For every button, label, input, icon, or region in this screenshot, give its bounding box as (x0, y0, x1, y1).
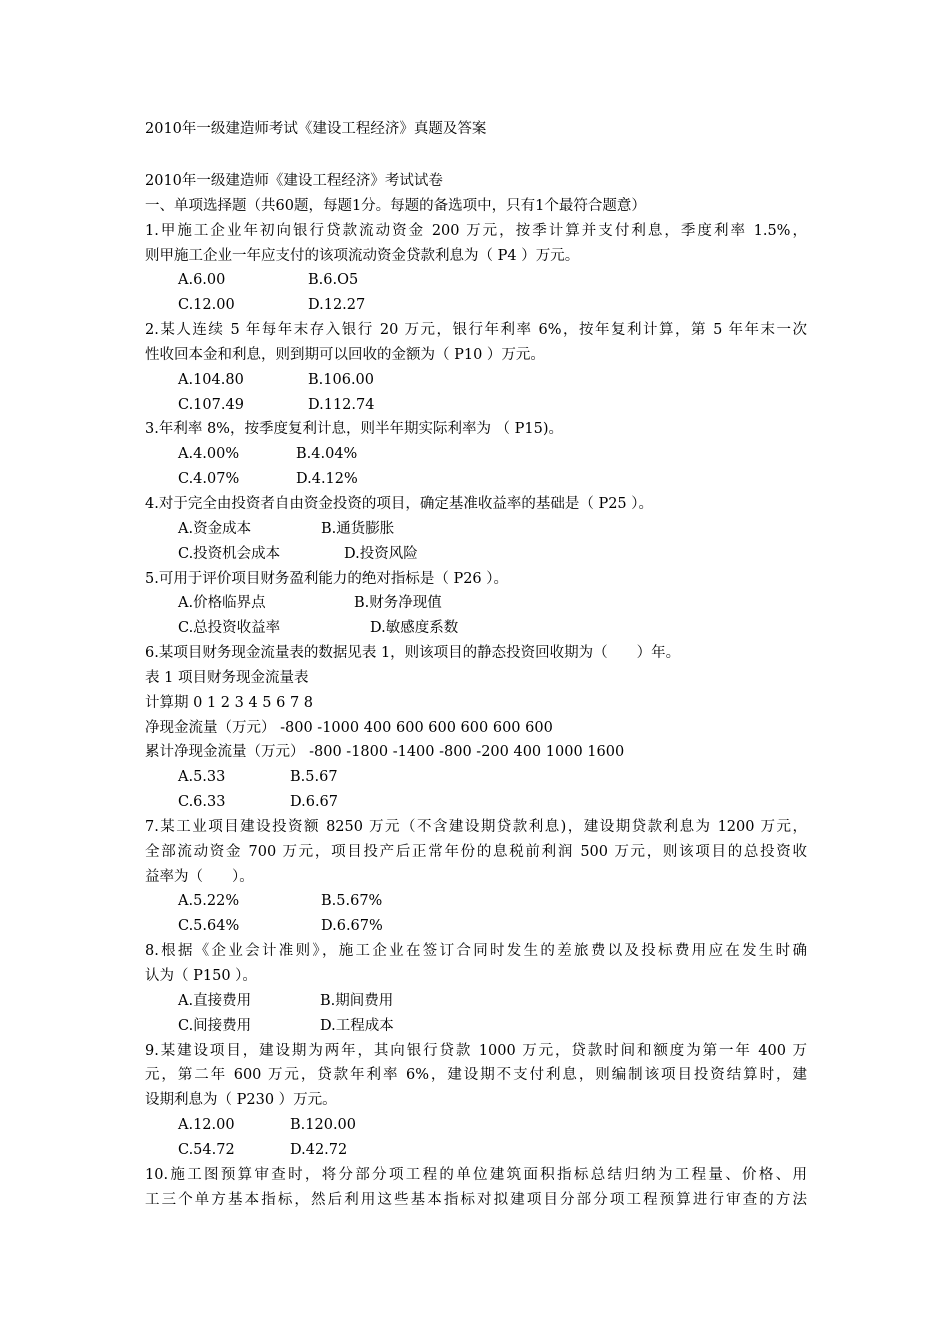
option-b: B.期间费用 (320, 992, 394, 1009)
option-a: A.5.22% (178, 893, 240, 910)
question-9 (145, 1039, 807, 1163)
question-8 (145, 939, 807, 1038)
option-b: B.5.67% (321, 893, 383, 910)
options-row (145, 989, 807, 1014)
option-a: A.5.33 (178, 769, 226, 786)
option-c: C.12.00 (178, 297, 235, 314)
question-text-line: 全部流动资金 700 万元，项目投产后正常年份的息税前利润 500 万元，则该项目的总投资收 (145, 843, 807, 860)
question-text-line: 认为（ P150 ）。 (145, 968, 257, 984)
option-c: C.间接费用 (178, 1017, 252, 1034)
options-row (145, 616, 807, 641)
question-6 (145, 641, 807, 815)
option-c: C.4.07% (178, 471, 240, 488)
question-text-line: 5.可用于评价项目财务盈利能力的绝对指标是（ P26 ）。 (145, 570, 509, 587)
question-text-line: 6.某项目财务现金流量表的数据见表 1，则该项目的静态投资回收期为（ ）年。 (145, 645, 681, 662)
question-7 (145, 815, 807, 939)
option-b: B.通货膨胀 (321, 520, 395, 537)
section-heading: 一、单项选择题（共60题，每题1分。每题的备选项中，只有1个最符合题意） (145, 197, 646, 214)
options-row (145, 765, 807, 790)
option-b: B.120.00 (290, 1117, 357, 1134)
option-c: C.54.72 (178, 1141, 235, 1158)
options-row (145, 368, 807, 393)
question-text-line: 4.对于完全由投资者自由资金投资的项目，确定基准收益率的基础是（ P25 ）。 (145, 495, 654, 512)
option-a: A.6.00 (178, 272, 226, 289)
question-text-line: 3.年利率 8%，按季度复利计息，则半年期实际利率为 （ P15)。 (145, 421, 564, 438)
options-row (145, 393, 807, 418)
option-b: B.106.00 (308, 371, 375, 388)
question-text-line: 设期利息为（ P230 ）万元。 (145, 1092, 337, 1109)
options-row (145, 1138, 807, 1163)
document-title: 2010年一级建造师考试《建设工程经济》真题及答案 (145, 121, 487, 137)
question-text-line: 10.施工图预算审查时，将分部分项工程的单位建筑面积指标总结归纳为工程量、价格、用 (145, 1166, 807, 1183)
table-row-period: 计算期 0 1 2 3 4 5 6 7 8 (145, 694, 314, 711)
options-row (145, 517, 807, 542)
option-a: A.104.80 (178, 371, 244, 388)
options-row (145, 542, 807, 567)
option-a: A.12.00 (178, 1117, 235, 1134)
option-a: A.直接费用 (178, 992, 252, 1009)
question-text-line: 则甲施工企业一年应支付的该项流动资金贷款利息为（ P4 ）万元。 (145, 247, 580, 264)
option-c: C.总投资收益率 (178, 620, 281, 637)
exam-body (145, 169, 807, 1212)
options-row (145, 1014, 807, 1039)
option-a: A.价格临界点 (178, 595, 266, 612)
question-text-line: 工三个单方基本指标，然后利用这些基本指标对拟建项目分部分项工程预算进行审查的方法 (145, 1191, 807, 1208)
option-d: D.4.12% (296, 471, 358, 488)
question-4 (145, 492, 807, 567)
table-row-net-cashflow: 净现金流量（万元） -800 -1000 400 600 600 600 600 600 (145, 719, 553, 736)
option-d: D.6.67 (290, 794, 339, 811)
options-row (145, 591, 807, 616)
option-a: A.4.00% (178, 446, 240, 463)
question-text-line: 益率为（ ）。 (145, 868, 254, 885)
question-10 (145, 1163, 807, 1213)
option-b: B.6.O5 (308, 272, 359, 289)
question-text-line: 性收回本金和利息，则到期可以回收的金额为（ P10 ）万元。 (145, 346, 545, 363)
option-c: C.投资机会成本 (178, 545, 281, 562)
option-b: B.4.04% (296, 446, 358, 463)
table-row-cumulative-cashflow: 累计净现金流量（万元） -800 -1800 -1400 -800 -200 400 1000 1600 (145, 744, 625, 761)
options-row (145, 889, 807, 914)
option-c: C.6.33 (178, 794, 226, 811)
options-row (145, 1113, 807, 1138)
option-c: C.107.49 (178, 396, 244, 413)
options-row (145, 790, 807, 815)
option-d: D.敏感度系数 (370, 620, 459, 637)
option-c: C.5.64% (178, 918, 240, 935)
question-text-line: 1.甲施工企业年初向银行贷款流动资金 200 万元，按季计算并支付利息，季度利率 1.5%， (145, 222, 807, 239)
question-text-line: 元，第二年 600 万元，贷款年利率 6%，建设期不支付利息，则编制该项目投资结算时，建 (145, 1067, 807, 1084)
options-row (145, 268, 807, 293)
question-2 (145, 318, 807, 417)
question-text-line: 9.某建设项目，建设期为两年，其向银行贷款 1000 万元，贷款时间和额度为第一年 400 万 (145, 1042, 807, 1059)
question-3 (145, 417, 807, 492)
paper-title: 2010年一级建造师《建设工程经济》考试试卷 (145, 173, 443, 189)
option-d: D.42.72 (290, 1141, 348, 1158)
option-d: D.工程成本 (320, 1017, 394, 1034)
option-d: D.6.67% (321, 918, 383, 935)
option-b: B.财务净现值 (354, 595, 442, 612)
options-row (145, 293, 807, 318)
option-d: D.112.74 (308, 396, 375, 413)
option-b: B.5.67 (290, 769, 338, 786)
options-row (145, 914, 807, 939)
question-text-line: 8.根据《企业会计准则》，施工企业在签订合同时发生的差旅费以及投标费用应在发生时确 (145, 943, 807, 960)
option-a: A.资金成本 (178, 520, 252, 537)
question-1 (145, 219, 807, 318)
question-text-line: 2.某人连续 5 年每年末存入银行 20 万元，银行年利率 6%，按年复利计算，第 5 年年末一次 (145, 322, 807, 339)
question-5 (145, 567, 807, 642)
option-d: D.12.27 (308, 297, 366, 314)
table-caption: 表 1 项目财务现金流量表 (145, 669, 309, 686)
question-text-line: 7.某工业项目建设投资额 8250 万元（不含建设期贷款利息)，建设期贷款利息为 1200 万元， (145, 818, 807, 835)
option-d: D.投资风险 (344, 545, 418, 562)
options-row (145, 467, 807, 492)
options-row (145, 442, 807, 467)
